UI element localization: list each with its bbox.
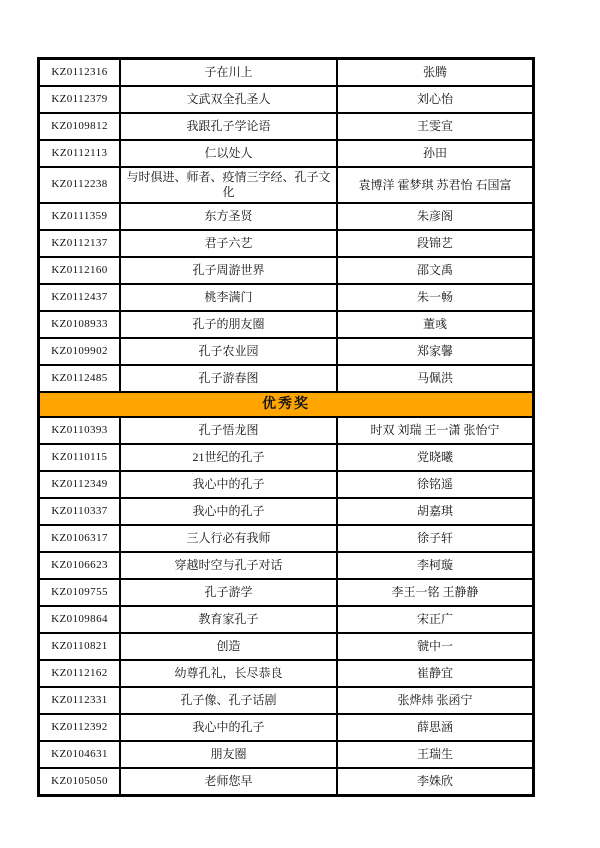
entry-id: KZ0110393 — [39, 417, 120, 444]
table-row — [39, 660, 533, 687]
table-row — [39, 365, 533, 392]
entry-title: 子在川上 — [120, 59, 337, 86]
entry-names: 王瑞生 — [337, 741, 533, 768]
entry-id: KZ0112113 — [39, 140, 120, 167]
entry-id: KZ0106623 — [39, 552, 120, 579]
table-row — [39, 471, 533, 498]
entry-names: 朱一畅 — [337, 284, 533, 311]
table-row — [39, 59, 533, 86]
entry-names: 时双 刘瑞 王一潇 张怡宁 — [337, 417, 533, 444]
entry-names: 朱彦阁 — [337, 203, 533, 230]
entry-names: 薛思涵 — [337, 714, 533, 741]
entry-title: 我心中的孔子 — [120, 471, 337, 498]
table-row — [39, 257, 533, 284]
entry-title: 幼尊孔礼，长尽恭良 — [120, 660, 337, 687]
entry-id: KZ0112349 — [39, 471, 120, 498]
table-row — [39, 140, 533, 167]
entry-names: 孙田 — [337, 140, 533, 167]
entry-title: 创造 — [120, 633, 337, 660]
entry-id: KZ0109902 — [39, 338, 120, 365]
entry-id: KZ0110337 — [39, 498, 120, 525]
table-row — [39, 498, 533, 525]
table-row — [39, 525, 533, 552]
entry-id: KZ0109864 — [39, 606, 120, 633]
entry-title: 我心中的孔子 — [120, 714, 337, 741]
entry-id: KZ0112137 — [39, 230, 120, 257]
entry-title: 仁以处人 — [120, 140, 337, 167]
entry-names: 徐子轩 — [337, 525, 533, 552]
entry-names: 胡嘉琪 — [337, 498, 533, 525]
table-row — [39, 741, 533, 768]
entry-id: KZ0112238 — [39, 167, 120, 203]
table-row — [39, 203, 533, 230]
entry-names: 刘心怡 — [337, 86, 533, 113]
entry-id: KZ0108933 — [39, 311, 120, 338]
table-row — [39, 687, 533, 714]
entry-names: 段锦艺 — [337, 230, 533, 257]
entry-title: 孔子周游世界 — [120, 257, 337, 284]
entry-title: 三人行必有我师 — [120, 525, 337, 552]
table-row — [39, 167, 533, 203]
entry-names: 李王一铭 王静静 — [337, 579, 533, 606]
entry-names: 虢中一 — [337, 633, 533, 660]
table-row — [39, 606, 533, 633]
entry-names: 董彧 — [337, 311, 533, 338]
entry-id: KZ0112437 — [39, 284, 120, 311]
awards-table — [37, 57, 535, 797]
entry-id: KZ0112160 — [39, 257, 120, 284]
entry-id: KZ0106317 — [39, 525, 120, 552]
entry-title: 与时俱进、师者、疫情三字经、孔子文化 — [120, 167, 337, 203]
entry-title: 孔子游春图 — [120, 365, 337, 392]
entry-title: 孔子游学 — [120, 579, 337, 606]
entry-title: 老师您早 — [120, 768, 337, 795]
entry-id: KZ0111359 — [39, 203, 120, 230]
entry-names: 袁博洋 霍梦琪 苏君怡 石国富 — [337, 167, 533, 203]
table-row — [39, 768, 533, 795]
entry-id: KZ0105050 — [39, 768, 120, 795]
entry-title: 穿越时空与孔子对话 — [120, 552, 337, 579]
table-row — [39, 417, 533, 444]
table-row — [39, 113, 533, 140]
entry-title: 我跟孔子学论语 — [120, 113, 337, 140]
entry-id: KZ0112162 — [39, 660, 120, 687]
table-row — [39, 552, 533, 579]
entry-title: 朋友圈 — [120, 741, 337, 768]
table-row — [39, 230, 533, 257]
table-row — [39, 284, 533, 311]
entry-names: 李柯璇 — [337, 552, 533, 579]
entry-title: 孔子的朋友圈 — [120, 311, 337, 338]
entry-names: 宋正广 — [337, 606, 533, 633]
entry-id: KZ0110821 — [39, 633, 120, 660]
entry-title: 文武双全孔圣人 — [120, 86, 337, 113]
entry-title: 孔子像、孔子话剧 — [120, 687, 337, 714]
table-row — [39, 311, 533, 338]
entry-title: 21世纪的孔子 — [120, 444, 337, 471]
entry-names: 邵文禹 — [337, 257, 533, 284]
entry-title: 桃李满门 — [120, 284, 337, 311]
entry-names: 郑家馨 — [337, 338, 533, 365]
entry-id: KZ0112379 — [39, 86, 120, 113]
entry-title: 君子六艺 — [120, 230, 337, 257]
award-section-title: 优秀奖 — [39, 392, 533, 417]
entry-names: 王雯宣 — [337, 113, 533, 140]
table-row — [39, 86, 533, 113]
entry-title: 东方圣贤 — [120, 203, 337, 230]
entry-title: 孔子悟龙图 — [120, 417, 337, 444]
table-row — [39, 338, 533, 365]
award-section-header — [39, 392, 533, 417]
entry-id: KZ0104631 — [39, 741, 120, 768]
entry-title: 孔子农业园 — [120, 338, 337, 365]
entry-names: 张腾 — [337, 59, 533, 86]
entry-names: 李姝欣 — [337, 768, 533, 795]
entry-id: KZ0109812 — [39, 113, 120, 140]
entry-names: 徐铭遥 — [337, 471, 533, 498]
entry-title: 教育家孔子 — [120, 606, 337, 633]
table-row — [39, 444, 533, 471]
entry-names: 党晓曦 — [337, 444, 533, 471]
entry-id: KZ0112392 — [39, 714, 120, 741]
entry-id: KZ0109755 — [39, 579, 120, 606]
table-row — [39, 714, 533, 741]
entry-names: 张烨炜 张函宁 — [337, 687, 533, 714]
entry-id: KZ0110115 — [39, 444, 120, 471]
table-row — [39, 579, 533, 606]
entry-title: 我心中的孔子 — [120, 498, 337, 525]
entry-id: KZ0112485 — [39, 365, 120, 392]
entry-names: 崔静宜 — [337, 660, 533, 687]
table-row — [39, 633, 533, 660]
entry-id: KZ0112316 — [39, 59, 120, 86]
entry-id: KZ0112331 — [39, 687, 120, 714]
entry-names: 马佩洪 — [337, 365, 533, 392]
